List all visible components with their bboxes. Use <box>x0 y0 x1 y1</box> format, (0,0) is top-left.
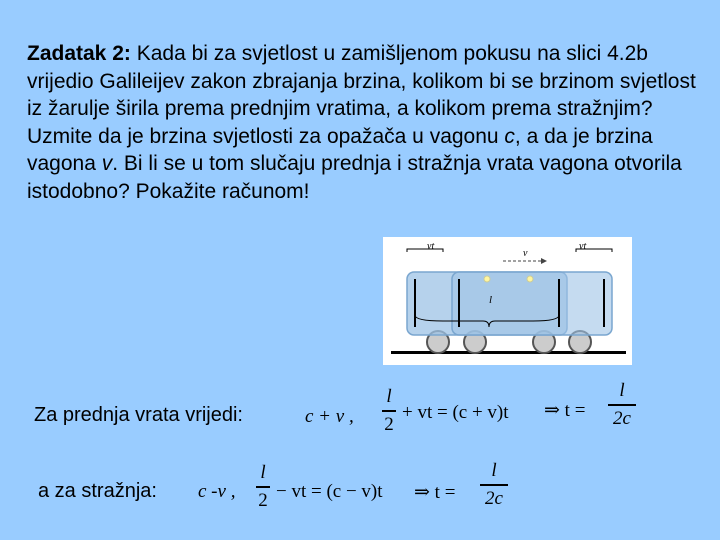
label-v: v <box>523 248 528 259</box>
front-result-fraction <box>608 380 636 430</box>
back-res-num: l <box>491 460 497 481</box>
wagon-illustration <box>383 237 632 365</box>
back-frac-num: l <box>260 462 266 483</box>
back-frac-den: 2 <box>258 489 268 511</box>
back-res-den: 2c <box>485 487 503 509</box>
back-speed: c -v , <box>198 481 236 502</box>
task-text-part-1: Kada bi za svjetlost u zamišljenom pokusu na slici 4.2b vrijedio Galileijev zakon zbrajanja brzina, kolikom bi se brzinom svjetlost iz žarulje širila prema prednjim vratima, a kolikom prema stražnjim? Uzmite da je brzina svjetlosti za opažača u vagonu <box>27 42 696 148</box>
front-implies: ⇒ t = <box>544 400 586 421</box>
front-speed: c + v , <box>305 406 354 427</box>
front-res-num: l <box>619 380 625 401</box>
task-var-v: v <box>101 152 113 175</box>
front-frac-den: 2 <box>384 413 394 435</box>
back-equation: − vt = (c − v)t <box>276 481 383 502</box>
task-text <box>27 40 697 205</box>
front-equation: + vt = (c + v)t <box>402 402 509 423</box>
ground-line <box>391 351 626 354</box>
task-label: Zadatak 2: <box>27 42 131 65</box>
back-half-length-fraction <box>256 462 270 512</box>
label-vt-right: vt <box>579 241 587 252</box>
front-door-label: Za prednja vrata vrijedi: <box>34 404 243 426</box>
front-half-length-fraction <box>382 386 396 436</box>
task-text-part-2: , a da je brzina vagona <box>27 124 653 175</box>
label-vt-left: vt <box>427 241 435 252</box>
back-implies: ⇒ t = <box>414 482 456 503</box>
task-var-c: c <box>504 124 515 148</box>
label-l: l <box>489 294 493 306</box>
task-text-part-3: . Bi li se u tom slučaju prednja i stražnja vrata vagona otvorila istodobno? Pokažite računom! <box>27 152 682 203</box>
back-result-fraction <box>480 460 508 510</box>
wagon-figure <box>383 237 632 365</box>
front-res-den: 2c <box>613 407 631 429</box>
front-frac-num: l <box>386 386 392 407</box>
back-door-label: a za stražnja: <box>38 480 157 502</box>
